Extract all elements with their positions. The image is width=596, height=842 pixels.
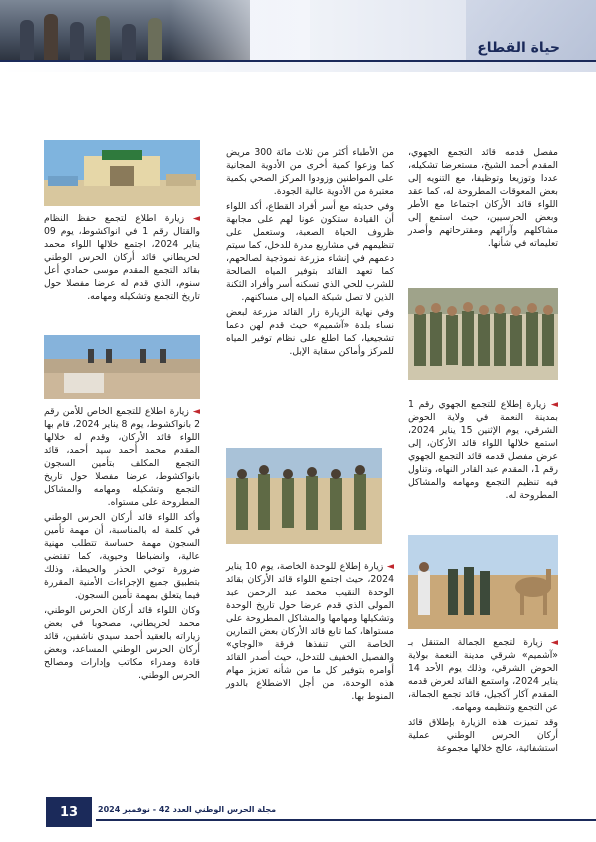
- column-middle: [226, 146, 394, 360]
- header-divider: [0, 60, 596, 62]
- paragraph: وأكد اللواء قائد أركان الحرس الوطني في كلمة له بالمناسبة، أن مهمة تأمين السجون مهمة حساسة تتطلب مهنية عالية، وانضباطا وحيوية، كما تقتضي ضرورة توخي الحذر والحيطة، وذلك بتطبيق جميع الإجراءات الأمنية المقررة فيما يتعلق بمهمة تأمين السجون.: [44, 512, 200, 601]
- paragraph: ◄ زيارة اطلاع للتجمع الخاص للأمن رقم 2 بانواكشوط، يوم 8 يناير 2024، قام بها اللواء قائد الأركان، وقدم له خلالها المقدم محمد أحمد سيد أحمد، قائد التجمع المكلف بتأمين السجون بانواكشوط، عرضا مفصلا حول تاريخ التجمع وتشكيله ومهامه والمشاكل المطروحة على مستواه.: [44, 406, 200, 508]
- section-title: حياة القطاع: [477, 40, 560, 56]
- paragraph: ◄ زيارة اطلاع لتجمع حفظ النظام والقتال رقم 1 في انواكشوط، يوم 09 يناير 2024، اجتمع خلالها اللواء محمد لحريطاني قائد أركان الحرس الوطني بقائد التجمع المقدم موسى حمادي أعل سنوم، الذي قدم له عرضا مفصلا حول تاريخ التجمع وتشكيله ومهامه.: [44, 213, 201, 302]
- bullet-arrow-icon: ◄: [542, 637, 559, 648]
- photo-regional-group-1: [408, 288, 558, 380]
- paragraph: ◄ زيارة لتجمع الجمالة المتنقل بـ «آشميم» شرقي مدينة النعمة بولاية الحوض الشرقي، وذلك يوم الأحد 14 يناير 2024، واستمع القائد لعرض قدمه المقدم آكار آكجيل، قائد تجمع الجمالة، عن التجمع وتنظيمه ومهامه.: [408, 637, 559, 713]
- paragraph: من الأطباء أكثر من ثلاث مائة 300 مريض كما وزعوا كمية أخرى من الأدوية المجانية على المواطنين وزودوا المركز الصحي بكمية معتبرة من الأدوية عالية الجودة.: [226, 147, 394, 197]
- paragraph: وقد تميزت هذه الزيارة بإطلاق قائد أركان الحرس الوطني عملية استشفائية، عالج خلالها مجموعة: [408, 717, 558, 754]
- column-right: [408, 146, 558, 252]
- paragraph: ◄ زيارة إطلاع للوحدة الخاصة، يوم 10 يناير 2024، حيث اجتمع اللواء قائد الأركان بقائد الوحدة النقيب محمد عبد الرحمن عبد المولى الذي قدم عرضا حول تاريخ الوحدة وتشكيلها ومهامها والمشاكل المطروحة على مستواها، كما تابع قائد الأركان بعض التمارين الخاصة التي تنفذها فرقة «الوجاي» والفصيل الخفيف للتدخل، حيث أصدر القائد أوامره بتوفير كل ما من شأنه تعزيز مهام هذه الوحدة، من أجل الاضطلاع بالدور المنوط بها.: [226, 561, 395, 702]
- footer-magazine-info: مجلة الحرس الوطني العدد 42 - نوفمبر 2024: [98, 805, 277, 814]
- paragraph: مفصل قدمه قائد التجمع الجهوي، المقدم أحمد الشيخ، مستعرضا تشكيله، عددا وتوزيعا وتوظيفا، مع التنويه إلى بعض المعوقات المطروحة له، كما عقد اللواء قائد الأركان اجتماعا مع الأطر وبعض الحرسيين، حيث استمع إلى مشاكلهم وآرائهم ومقترحاتهم وأصدر تعليماته في شأنها.: [408, 147, 558, 249]
- paragraph: ◄ زيارة إطلاع للتجمع الجهوي رقم 1 بمدينة النعمة في ولاية الحوض الشرقي، يوم الإثنين 15 يناير 2024، استمع خلالها اللواء قائد الأركان، إلى عرض مفصل قدمه قائد التجمع الجهوي رقم 1، المقدم عبد القادر النهاه، وتناول فيه تنظيم التجمع ومهامه والمشاكل المطروحة له.: [408, 399, 559, 501]
- page-footer: [0, 797, 596, 842]
- photo-camel-unit: [408, 535, 558, 629]
- photo-special-unit: [226, 448, 382, 544]
- paragraph: وفي نهاية الزيارة زار القائد مزرعة لبعض نساء بلدة «آشميم» حيث قدم لهن دعما تشجيعيا، كما اطلع على نظام توفير المياه للمركز وأماكن سقاية الإبل.: [226, 307, 394, 357]
- photo-order-group-gate: [44, 140, 200, 206]
- page-number: 13: [46, 797, 92, 827]
- column-left-2: [44, 405, 200, 684]
- paragraph: وكان اللواء قائد أركان الحرس الوطني، محمد لحريطاني، مصحوبا في بعض زياراته بالعقيد أحمد سيدي ناشفين، قائد أركان الحرس الوطني المساعد، وبعض قادة ومدراء مكاتب وإدارات ومصالح الحرس الوطني.: [44, 605, 200, 681]
- bullet-arrow-icon: ◄: [383, 561, 395, 572]
- photo-security-group: [44, 335, 200, 399]
- bullet-arrow-icon: ◄: [188, 406, 200, 417]
- paragraph: وفي حديثه مع أسر أفراد القطاع، أكد اللواء أن القيادة ستكون عونا لهم على مجابهة ظروف الحياة الصعبة، وستعمل على تنظيمهم في مشاريع مدرة للدخل، كما سيتم دعمهم في إنشاء مزرعة نموذجية لصالحهم، كما تعهد القائد بتوفير المياه الصالحة للشرب للحي الذي تسكنه أسر وأفراد الثكنة الذين لا تصل شبكة المياه إلى مساكنهم.: [226, 201, 394, 303]
- bullet-arrow-icon: ◄: [545, 399, 558, 410]
- bullet-arrow-icon: ◄: [184, 213, 201, 224]
- column-right-2: [408, 398, 558, 504]
- page-header: [0, 0, 596, 72]
- column-middle-2: [226, 560, 394, 705]
- column-right-3: [408, 636, 558, 757]
- footer-divider: [96, 819, 596, 821]
- column-left: [44, 212, 200, 305]
